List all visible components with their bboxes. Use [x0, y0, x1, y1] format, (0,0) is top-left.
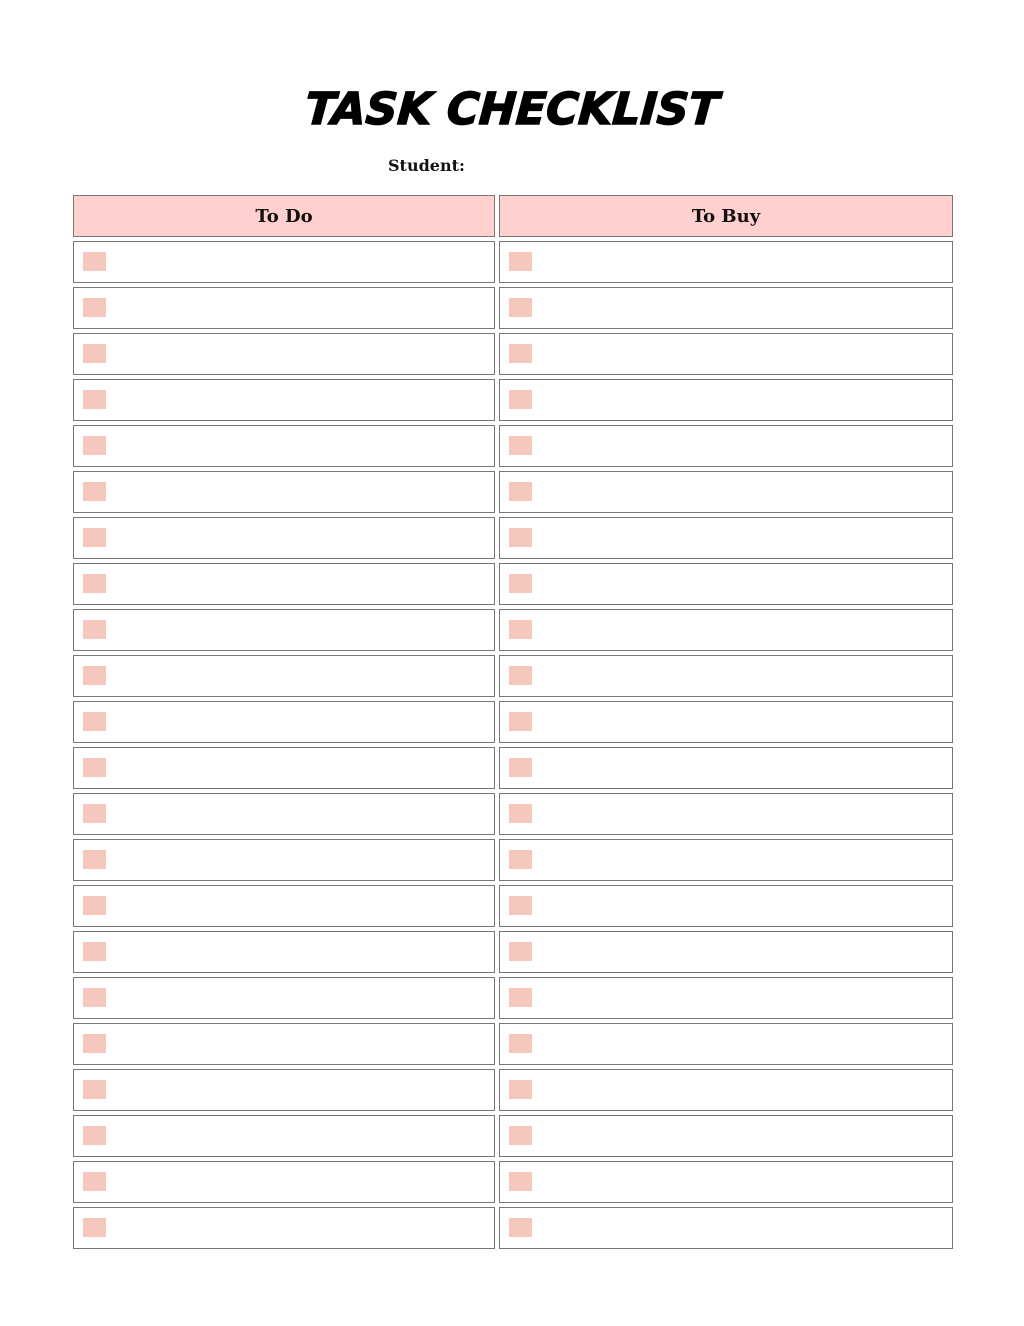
checkbox[interactable]	[509, 298, 532, 317]
checkbox[interactable]	[83, 298, 106, 317]
todo-row[interactable]	[73, 1023, 495, 1065]
buy-row[interactable]	[499, 1023, 953, 1065]
todo-row[interactable]	[73, 839, 495, 881]
checkbox[interactable]	[509, 850, 532, 869]
checkbox[interactable]	[509, 758, 532, 777]
checkbox[interactable]	[83, 896, 106, 915]
buy-row[interactable]	[499, 747, 953, 789]
buy-header: To Buy	[499, 195, 953, 237]
todo-row[interactable]	[73, 425, 495, 467]
checkbox[interactable]	[83, 712, 106, 731]
todo-row[interactable]	[73, 885, 495, 927]
todo-row[interactable]	[73, 609, 495, 651]
checkbox[interactable]	[509, 252, 532, 271]
buy-rows	[499, 241, 953, 1249]
todo-row[interactable]	[73, 931, 495, 973]
todo-row[interactable]	[73, 747, 495, 789]
checkbox[interactable]	[509, 1172, 532, 1191]
checkbox[interactable]	[83, 1218, 106, 1237]
todo-row[interactable]	[73, 471, 495, 513]
todo-column	[73, 195, 495, 1253]
todo-row[interactable]	[73, 563, 495, 605]
checkbox[interactable]	[509, 988, 532, 1007]
buy-row[interactable]	[499, 471, 953, 513]
todo-row[interactable]	[73, 655, 495, 697]
buy-row[interactable]	[499, 1115, 953, 1157]
checkbox[interactable]	[83, 1080, 106, 1099]
page-title: TASK CHECKLIST	[303, 84, 721, 135]
todo-row[interactable]	[73, 793, 495, 835]
todo-row[interactable]	[73, 379, 495, 421]
todo-row[interactable]	[73, 517, 495, 559]
checkbox[interactable]	[83, 850, 106, 869]
checkbox[interactable]	[83, 1126, 106, 1145]
checkbox[interactable]	[83, 436, 106, 455]
checkbox[interactable]	[509, 666, 532, 685]
todo-row[interactable]	[73, 333, 495, 375]
buy-row[interactable]	[499, 977, 953, 1019]
checkbox[interactable]	[509, 896, 532, 915]
checkbox[interactable]	[509, 942, 532, 961]
checkbox[interactable]	[509, 344, 532, 363]
todo-header: To Do	[73, 195, 495, 237]
todo-row[interactable]	[73, 1115, 495, 1157]
checkbox[interactable]	[509, 1126, 532, 1145]
buy-row[interactable]	[499, 701, 953, 743]
student-label: Student:	[388, 156, 465, 175]
checkbox[interactable]	[83, 1034, 106, 1053]
buy-row[interactable]	[499, 333, 953, 375]
checkbox[interactable]	[83, 482, 106, 501]
checkbox[interactable]	[83, 252, 106, 271]
buy-row[interactable]	[499, 1069, 953, 1111]
buy-row[interactable]	[499, 609, 953, 651]
todo-row[interactable]	[73, 977, 495, 1019]
buy-row[interactable]	[499, 931, 953, 973]
todo-row[interactable]	[73, 1161, 495, 1203]
checkbox[interactable]	[83, 988, 106, 1007]
checkbox[interactable]	[83, 942, 106, 961]
todo-row[interactable]	[73, 287, 495, 329]
todo-row[interactable]	[73, 241, 495, 283]
todo-row[interactable]	[73, 1069, 495, 1111]
buy-row[interactable]	[499, 517, 953, 559]
checkbox[interactable]	[509, 482, 532, 501]
buy-column	[499, 195, 953, 1253]
buy-row[interactable]	[499, 287, 953, 329]
buy-row[interactable]	[499, 563, 953, 605]
checkbox[interactable]	[509, 1080, 532, 1099]
checkbox[interactable]	[83, 758, 106, 777]
buy-row[interactable]	[499, 839, 953, 881]
checkbox[interactable]	[509, 528, 532, 547]
checkbox[interactable]	[83, 574, 106, 593]
buy-row[interactable]	[499, 425, 953, 467]
checkbox[interactable]	[509, 712, 532, 731]
checkbox[interactable]	[509, 804, 532, 823]
checkbox[interactable]	[83, 804, 106, 823]
buy-row[interactable]	[499, 655, 953, 697]
buy-row[interactable]	[499, 241, 953, 283]
checkbox[interactable]	[83, 390, 106, 409]
checkbox[interactable]	[83, 666, 106, 685]
todo-row[interactable]	[73, 701, 495, 743]
checkbox[interactable]	[509, 620, 532, 639]
checkbox[interactable]	[509, 1034, 532, 1053]
buy-row[interactable]	[499, 1207, 953, 1249]
checkbox[interactable]	[83, 620, 106, 639]
todo-rows	[73, 241, 495, 1249]
checkbox[interactable]	[83, 1172, 106, 1191]
todo-row[interactable]	[73, 1207, 495, 1249]
checkbox[interactable]	[509, 390, 532, 409]
checkbox[interactable]	[509, 1218, 532, 1237]
buy-row[interactable]	[499, 793, 953, 835]
checkbox[interactable]	[83, 528, 106, 547]
checkbox[interactable]	[509, 574, 532, 593]
checkbox[interactable]	[509, 436, 532, 455]
checkbox[interactable]	[83, 344, 106, 363]
buy-row[interactable]	[499, 1161, 953, 1203]
buy-row[interactable]	[499, 885, 953, 927]
buy-row[interactable]	[499, 379, 953, 421]
